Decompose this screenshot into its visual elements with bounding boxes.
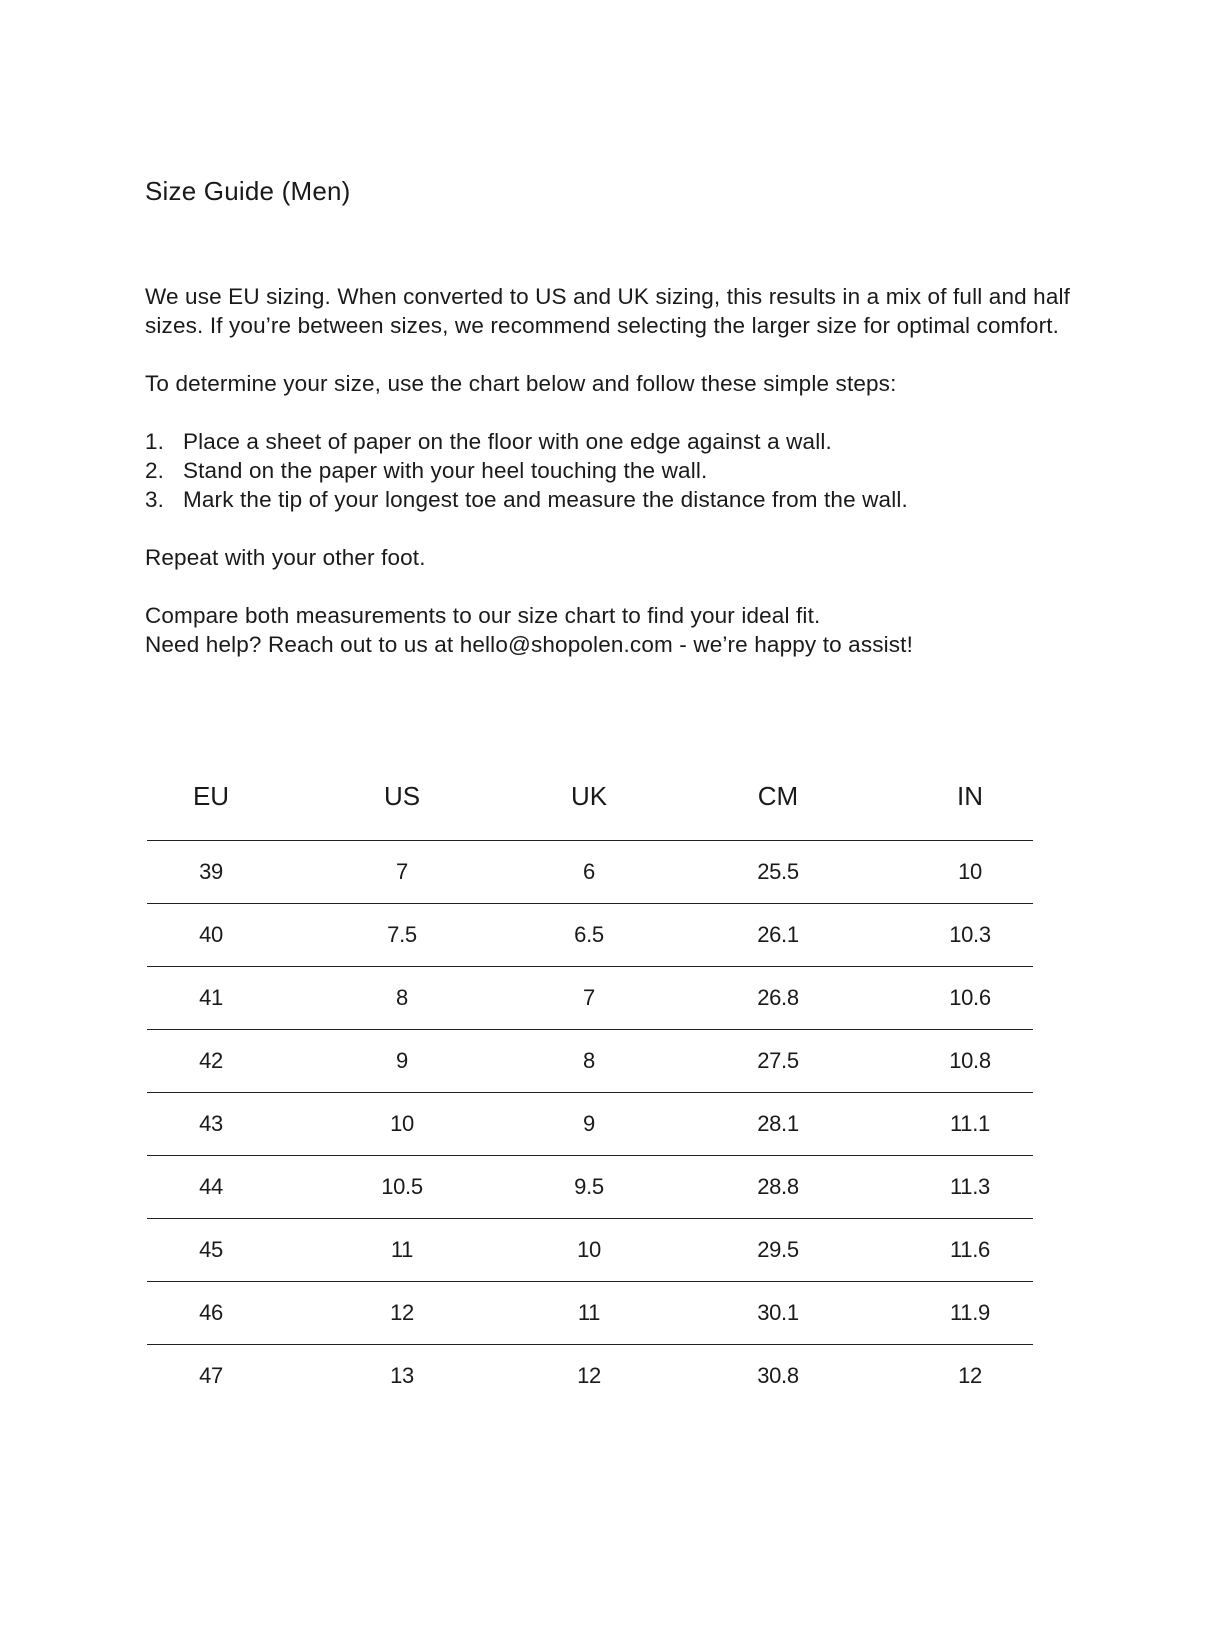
help-note: Need help? Reach out to us at hello@shopolen.com - we’re happy to assist!	[145, 632, 913, 657]
cell-eu: 44	[147, 1156, 275, 1219]
cell-in: 11.3	[907, 1156, 1033, 1219]
header-cm: CM	[649, 766, 907, 841]
size-chart-table	[147, 766, 1033, 1407]
cell-uk: 7	[529, 967, 649, 1030]
step-text: Stand on the paper with your heel touching the wall.	[183, 458, 708, 483]
cell-eu: 43	[147, 1093, 275, 1156]
table-row	[147, 841, 1033, 904]
cell-uk: 12	[577, 1363, 601, 1388]
step-number: 3.	[145, 487, 165, 512]
cell-in: 11.6	[907, 1219, 1033, 1282]
step-number: 2.	[145, 458, 165, 483]
cell-cm: 26.1	[649, 904, 907, 967]
step-number: 1.	[145, 429, 165, 454]
cell-us: 7	[275, 841, 529, 904]
cell-cm: 25.5	[649, 841, 907, 904]
cell-in: 11.1	[907, 1093, 1033, 1156]
cell-eu: 46	[147, 1282, 275, 1345]
cell-uk: 9.5	[529, 1156, 649, 1219]
table-header-row	[147, 766, 1033, 841]
cell-uk: 9	[529, 1093, 649, 1156]
cell-cm: 30.1	[649, 1282, 907, 1345]
header-us: US	[275, 766, 529, 841]
cell-us: 12	[275, 1282, 529, 1345]
table-row	[147, 1093, 1033, 1156]
cell-cm: 26.8	[649, 967, 907, 1030]
table-row	[147, 1219, 1033, 1282]
cell-uk: 6	[529, 841, 649, 904]
header-in: IN	[907, 766, 1033, 841]
step-text: Mark the tip of your longest toe and measure the distance from the wall.	[183, 487, 908, 512]
cell-in: 10.8	[907, 1030, 1033, 1093]
cell-us: 7.5	[275, 904, 529, 967]
page-title: Size Guide (Men)	[145, 176, 351, 206]
cell-eu: 47	[199, 1363, 223, 1388]
cell-eu: 45	[147, 1219, 275, 1282]
header-uk: UK	[529, 766, 649, 841]
cell-us: 11	[275, 1219, 529, 1282]
compare-note: Compare both measurements to our size chart to find your ideal fit.	[145, 603, 821, 628]
cell-uk: 10	[529, 1219, 649, 1282]
table-row	[147, 967, 1033, 1030]
cell-in: 11.9	[907, 1282, 1033, 1345]
table-row	[147, 1282, 1033, 1345]
step-text: Place a sheet of paper on the floor with one edge against a wall.	[183, 429, 832, 454]
closing-notes	[145, 601, 1075, 659]
cell-us: 10	[275, 1093, 529, 1156]
cell-in: 12	[958, 1363, 982, 1388]
repeat-note: Repeat with your other foot.	[145, 545, 426, 570]
cell-uk: 8	[529, 1030, 649, 1093]
table-row	[147, 1345, 1033, 1408]
step-item	[145, 485, 1075, 514]
step-item	[145, 427, 1075, 456]
cell-in: 10.6	[907, 967, 1033, 1030]
instructions-lead: To determine your size, use the chart below and follow these simple steps:	[145, 371, 897, 396]
header-eu: EU	[147, 766, 275, 841]
table-row	[147, 1030, 1033, 1093]
cell-us: 8	[275, 967, 529, 1030]
cell-uk: 11	[529, 1282, 649, 1345]
cell-cm: 29.5	[649, 1219, 907, 1282]
cell-cm: 28.8	[649, 1156, 907, 1219]
cell-cm: 27.5	[649, 1030, 907, 1093]
cell-in: 10	[907, 841, 1033, 904]
cell-uk: 6.5	[529, 904, 649, 967]
step-item	[145, 456, 1075, 485]
cell-eu: 42	[147, 1030, 275, 1093]
table-row	[147, 904, 1033, 967]
table-row	[147, 1156, 1033, 1219]
cell-eu: 39	[147, 841, 275, 904]
cell-cm: 28.1	[649, 1093, 907, 1156]
cell-us: 9	[275, 1030, 529, 1093]
intro-paragraph: We use EU sizing. When converted to US and UK sizing, this results in a mix of full and half sizes. If you’re between sizes, we recommend selecting the larger size for optimal comfort.	[145, 284, 1071, 338]
cell-in: 10.3	[907, 904, 1033, 967]
cell-us: 10.5	[275, 1156, 529, 1219]
steps-list	[145, 427, 1075, 514]
cell-cm: 30.8	[757, 1363, 799, 1388]
instructions-block	[145, 282, 1075, 688]
cell-us: 13	[390, 1363, 414, 1388]
cell-eu: 40	[147, 904, 275, 967]
cell-eu: 41	[147, 967, 275, 1030]
